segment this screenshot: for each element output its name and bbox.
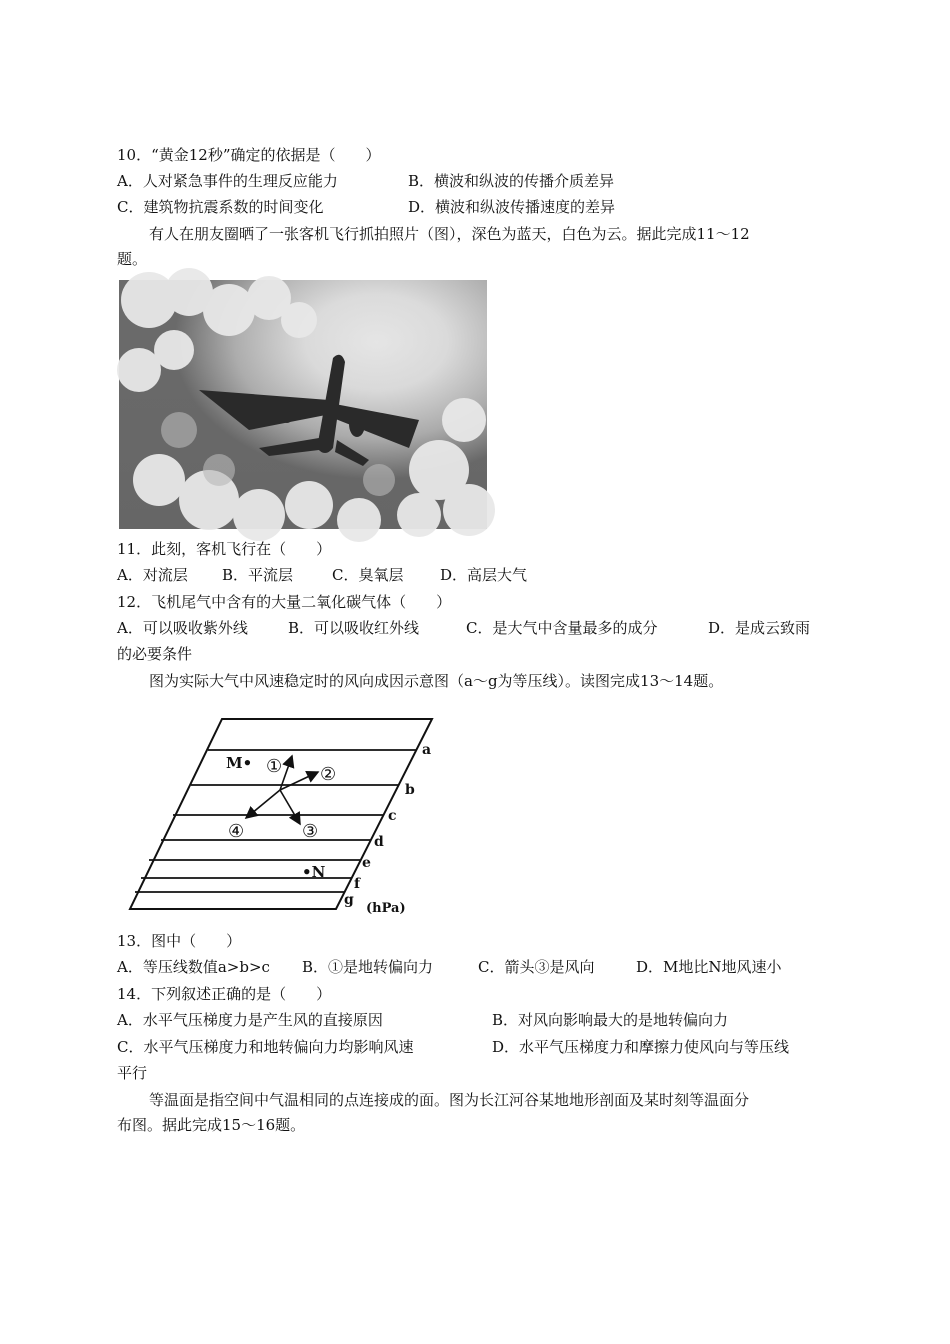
q14-stem: 14．下列叙述正确的是（ ） — [117, 985, 332, 1003]
diagram-frame — [130, 719, 432, 909]
isobar-label-f: f — [354, 876, 361, 892]
point-m-label: M• — [226, 754, 253, 772]
isobar-label-d: d — [374, 834, 384, 850]
arrow-label-4: ④ — [228, 821, 245, 842]
q14-option-d-cont: 平行 — [117, 1064, 148, 1082]
isobar-label-a: a — [422, 742, 432, 758]
q10-option-d: D．横波和纵波传播速度的差异 — [408, 198, 616, 216]
intro-11-12-line1: 有人在朋友圈晒了一张客机飞行抓拍照片（图），深色为蓝天，白色为云。据此完成11～12 — [149, 225, 750, 243]
q13-option-d: D．M地比N地风速小 — [636, 958, 782, 976]
arrow-label-3: ③ — [302, 821, 319, 842]
q12-stem: 12．飞机尾气中含有的大量二氧化碳气体（ ） — [117, 593, 452, 611]
isobar-diagram — [130, 712, 430, 924]
arrow-label-1: ① — [266, 756, 283, 777]
q13-option-b: B．①是地转偏向力 — [302, 958, 434, 976]
q13-stem: 13．图中（ ） — [117, 932, 242, 950]
q14-option-c: C．水平气压梯度力和地转偏向力均影响风速 — [117, 1038, 414, 1056]
airplane-photo — [119, 280, 487, 529]
arrow-label-2: ② — [320, 764, 337, 785]
q10-option-c: C．建筑物抗震系数的时间变化 — [117, 198, 324, 216]
q11-stem: 11．此刻，客机飞行在（ ） — [117, 540, 332, 558]
q13-option-c: C．箭头③是风向 — [478, 958, 595, 976]
q14-option-a: A．水平气压梯度力是产生风的直接原因 — [117, 1011, 383, 1029]
q12-option-c: C．是大气中含量最多的成分 — [466, 619, 658, 637]
q14-option-b: B．对风向影响最大的是地转偏向力 — [492, 1011, 729, 1029]
q12-option-b: B．可以吸收红外线 — [288, 619, 420, 637]
isobar-label-c: c — [388, 808, 397, 824]
q12-option-d-cont: 的必要条件 — [117, 645, 193, 663]
point-n-label: •N — [302, 863, 326, 881]
isobar-label-e: e — [362, 855, 371, 871]
q12-option-a: A．可以吸收紫外线 — [117, 619, 248, 637]
q13-option-a: A．等压线数值a>b>c — [117, 958, 270, 976]
q10-option-b: B．横波和纵波的传播介质差异 — [408, 172, 615, 190]
isobar-label-b: b — [405, 782, 415, 798]
pressure-unit: (hPa) — [366, 901, 406, 916]
intro-15-16-line2: 布图。据此完成15～16题。 — [117, 1116, 306, 1134]
isobar-label-g: g — [344, 892, 354, 908]
q14-option-d: D．水平气压梯度力和摩擦力使风向与等压线 — [492, 1038, 790, 1056]
intro-13-14: 图为实际大气中风速稳定时的风向成因示意图（a～g为等压线）。读图完成13～14题。 — [149, 672, 724, 690]
q10-stem: 10．“黄金12秒”确定的依据是（ ） — [117, 146, 381, 164]
q11-option-b: B．平流层 — [222, 566, 294, 584]
q11-option-a: A．对流层 — [117, 566, 188, 584]
q11-option-c: C．臭氧层 — [332, 566, 404, 584]
intro-15-16-line1: 等温面是指空间中气温相同的点连接成的面。图为长江河谷某地地形剖面及某时刻等温面分 — [149, 1091, 750, 1109]
q12-option-d: D．是成云致雨 — [708, 619, 811, 637]
arrow-4 — [246, 790, 280, 818]
q10-option-a: A．人对紧急事件的生理反应能力 — [117, 172, 338, 190]
intro-11-12-line2: 题。 — [117, 250, 148, 268]
q11-option-d: D．高层大气 — [440, 566, 528, 584]
arrow-3 — [280, 790, 300, 824]
